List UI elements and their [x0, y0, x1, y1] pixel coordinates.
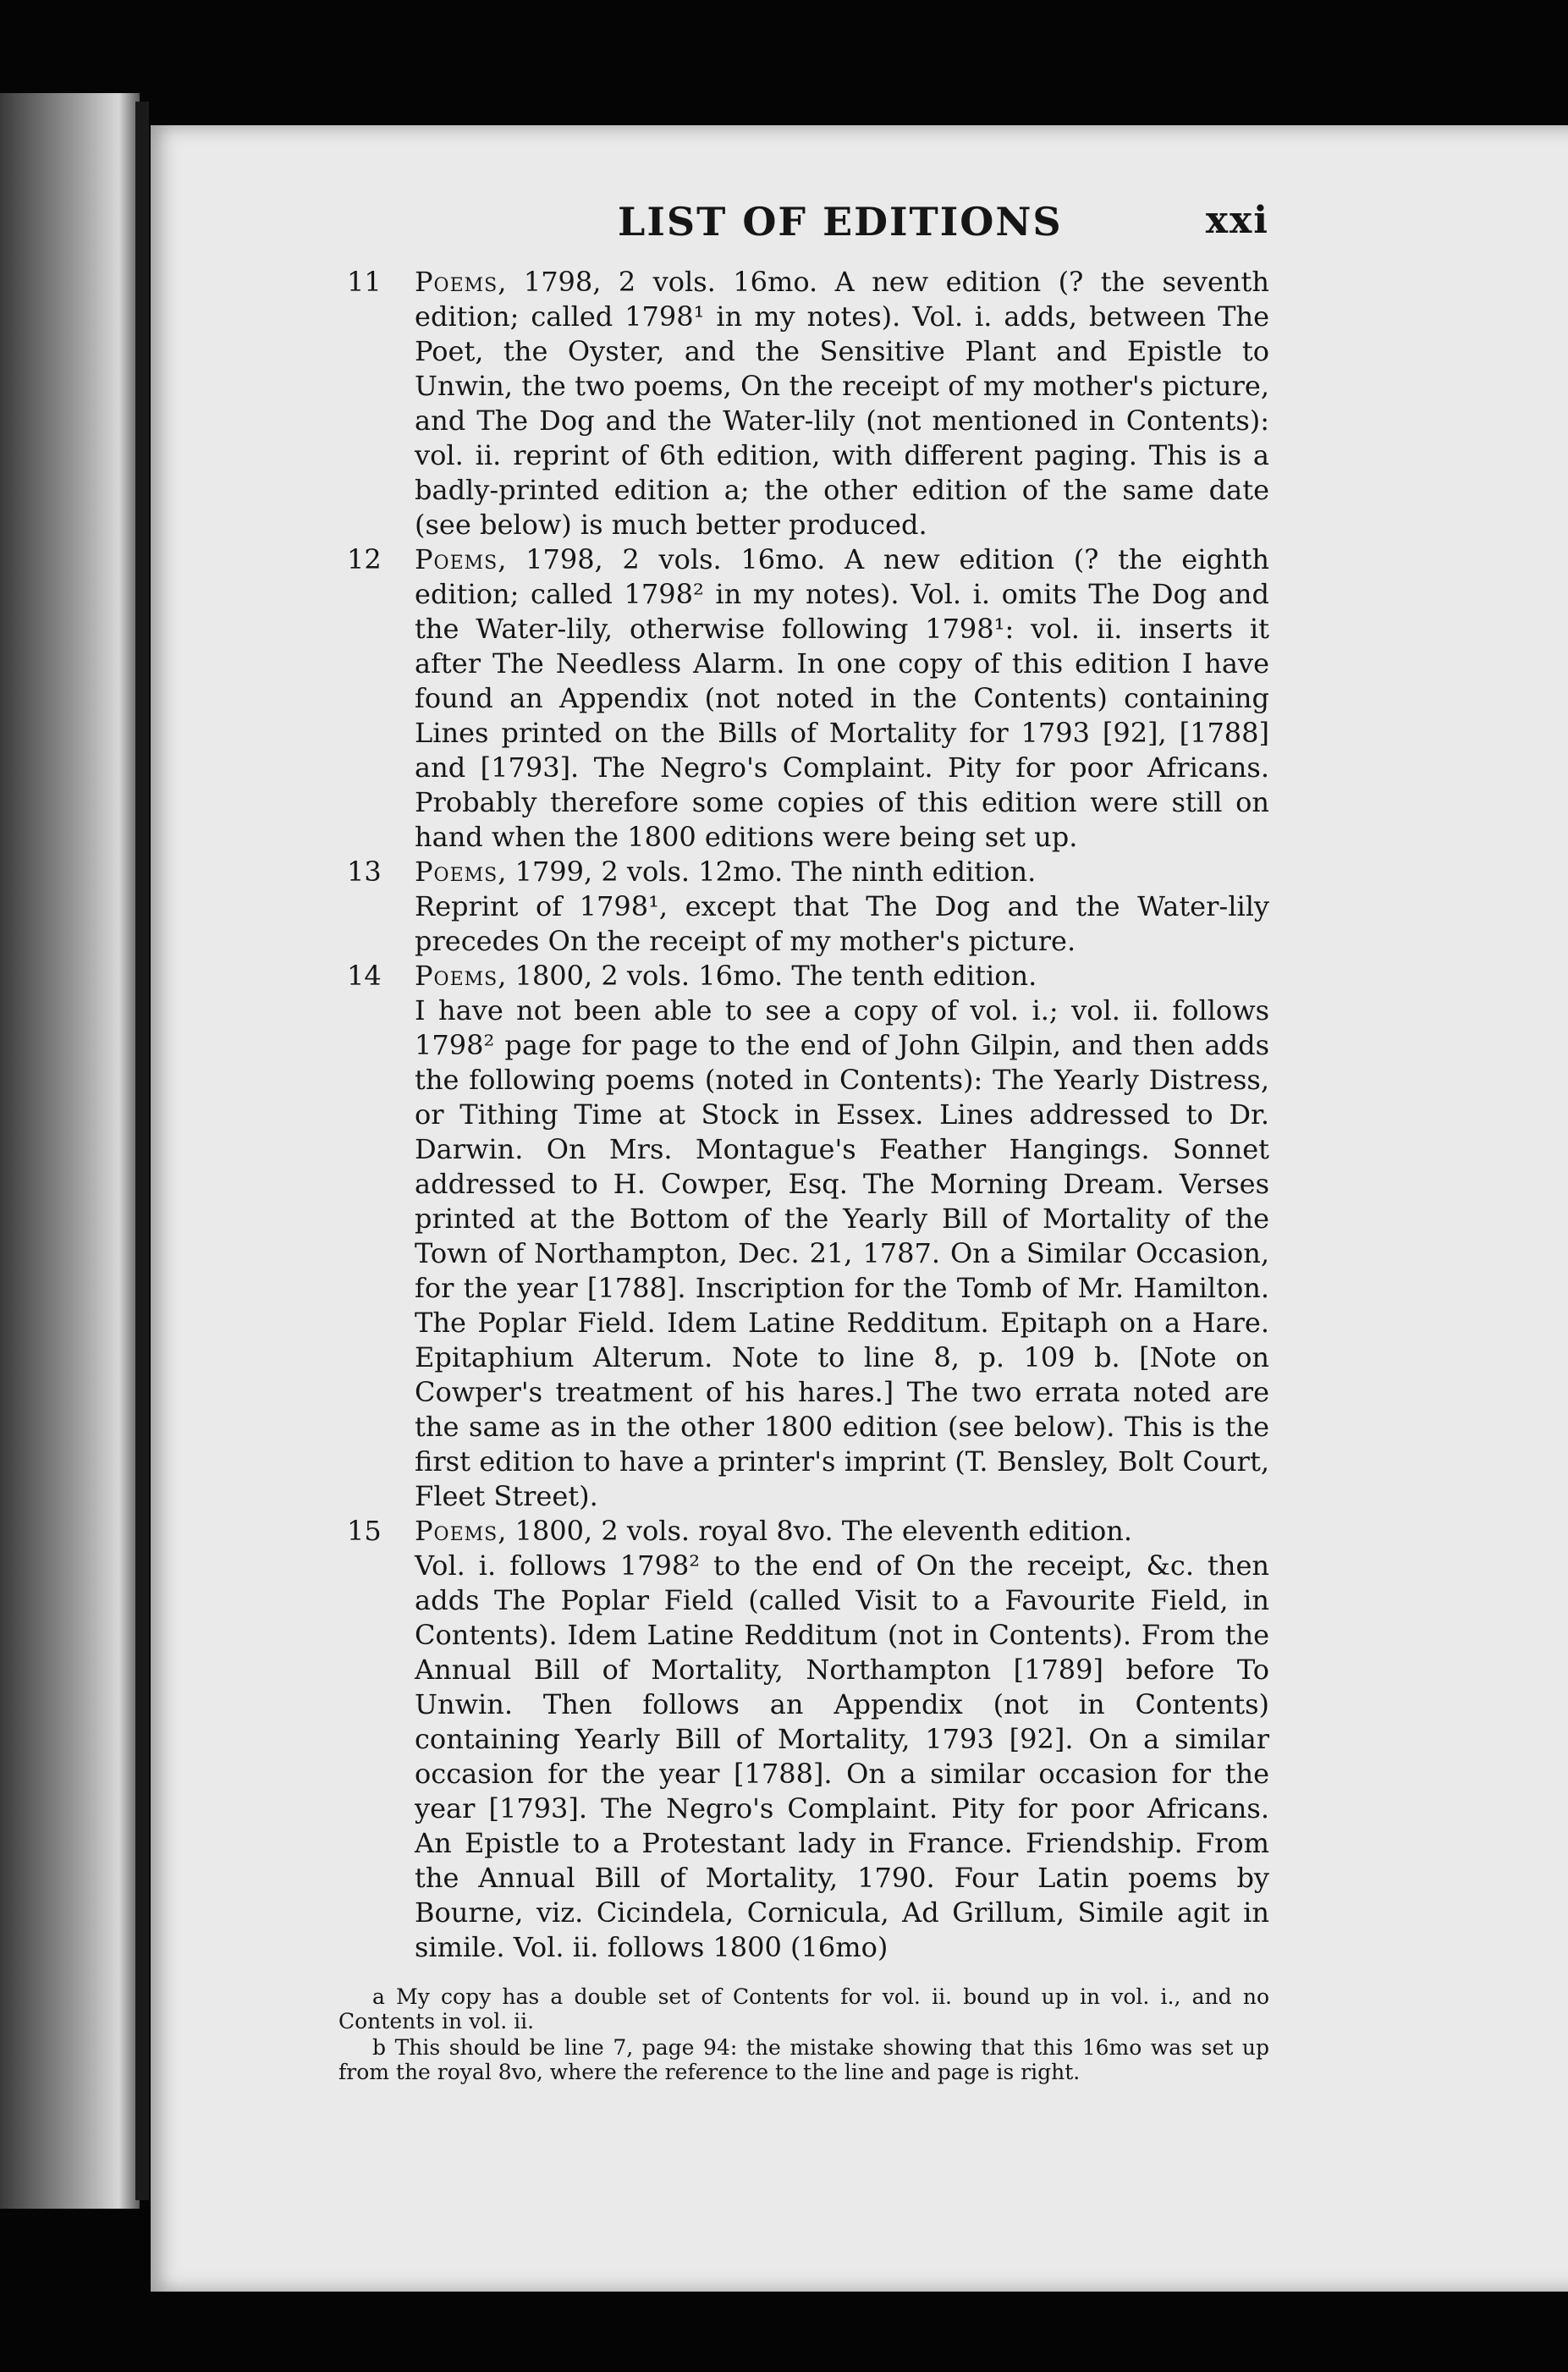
entry-details: , 1798, 2 vols. 16mo. A new edition (? the eighth edition; [415, 543, 1269, 610]
entry-title: Poems [415, 266, 498, 298]
entry-heading [415, 959, 1269, 993]
book-gutter [135, 102, 149, 2200]
entry-number: 14 [347, 960, 382, 992]
entry-details: , 1799, 2 vols. 12mo. The ninth edition. [498, 856, 1037, 888]
entry-body: called 1798² in my notes). Vol. i. omits The Dog and the Water-lily, otherwise following 1798¹: vol. ii. inserts it after The Needless Alarm. In one copy of this edition I have found an Appendix (not noted in the Contents) containing Lines printed on the Bills of Mortality for 1793 [92], [1788] and [1793]. The Negro's Complaint. Pity for poor Africans. Probably therefore some copies of this edition were still on hand when the 1800 editions were being set up. [415, 578, 1270, 853]
entry-number: 15 [347, 1515, 382, 1547]
footnote: a My copy has a double set of Contents for vol. ii. bound up in vol. i., and no Contents in vol. ii. [338, 1984, 1269, 2034]
entry-body: Vol. i. follows 1798² to the end of On the receipt, &c. then adds The Poplar Field (called Visit to a Favourite Field, in Contents). Idem Latine Redditum (not in Contents). From the Annual Bill of Mortality, Northampton [1789] before To Unwin. Then follows an Appendix (not in Contents) containing Yearly Bill of Mortality, 1793 [92]. On a similar occasion for the year [1788]. On a similar occasion for the year [1793]. The Negro's Complaint. Pity for poor Africans. An Epistle to a Protestant lady in France. Friendship. From the Annual Bill of Mortality, 1790. Four Latin poems by Bourne, viz. Cicindela, Cornicula, Ad Grillum, Simile agit in simile. Vol. ii. follows 1800 (16mo) [415, 1549, 1269, 1963]
edition-entry [338, 1514, 1269, 1965]
entry-body: I have not been able to see a copy of vol. i.; vol. ii. follows 1798² page for page to the end of John Gilpin, and then adds the following poems (noted in Contents): The Yearly Distress, or Tithing Time at Stock in Essex. Lines addressed to Dr. Darwin. On Mrs. Montague's Feather Hangings. Sonnet addressed to H. Cowper, Esq. The Morning Dream. Verses printed at the Bottom of the Yearly Bill of Mortality of the Town of Northampton, Dec. 21, 1787. On a Similar Occasion, for the year [1788]. Inscription for the Tomb of Mr. Hamilton. The Poplar Field. Idem Latine Redditum. Epitaph on a Hare. Epitaphium Alterum. Note to line 8, p. 109 b. [Note on Cowper's treatment of his hares.] The two errata noted are the same as in the other 1800 edition (see below). This is the first edition to have a printer's imprint (T. Bensley, Bolt Court, Fleet Street). [415, 994, 1269, 1512]
entry-title: Poems [415, 543, 498, 575]
footnotes [338, 1984, 1269, 2086]
entry-heading [415, 1514, 1269, 1549]
entry-heading [415, 855, 1269, 889]
entry-number: 12 [347, 543, 382, 575]
edition-entry [338, 855, 1269, 959]
facing-page-edge [0, 93, 140, 2209]
footnote: b This should be line 7, page 94: the mistake showing that this 16mo was set up from the royal 8vo, where the reference to the line and page is right. [338, 2035, 1269, 2084]
edition-entry [338, 542, 1269, 855]
entry-title: Poems [415, 1515, 498, 1547]
entry-title: Poems [415, 856, 498, 888]
running-header [338, 199, 1269, 250]
entry-body: Reprint of 1798¹, except that The Dog and the Water-lily precedes On the receipt of my mother's picture. [415, 890, 1269, 957]
entry-details: , 1800, 2 vols. royal 8vo. The eleventh edition. [498, 1515, 1133, 1547]
edition-entry [338, 265, 1269, 542]
page-content [338, 199, 1269, 1965]
entry-details: , 1800, 2 vols. 16mo. The tenth edition. [498, 960, 1037, 992]
running-title: LIST OF EDITIONS [618, 199, 1063, 245]
edition-entry [338, 959, 1269, 1514]
page-number: xxi [1205, 199, 1269, 242]
entry-number: 11 [347, 266, 382, 298]
entry-number: 13 [347, 856, 382, 888]
entry-body: edition; called 1798¹ in my notes). Vol. i. adds, between The Poet, the Oyster, and the Sensitive Plant and Epistle to Unwin, the two poems, On the receipt of my mother's picture, and The Dog and the Water-lily (not mentioned in Contents): vol. ii. reprint of 6th edition, with different paging. This is a badly-printed edition a; the other edition of the same date (see below) is much better produced. [415, 300, 1269, 541]
entry-details: , 1798, 2 vols. 16mo. A new edition (? the seventh [498, 266, 1269, 298]
entry-title: Poems [415, 960, 498, 992]
